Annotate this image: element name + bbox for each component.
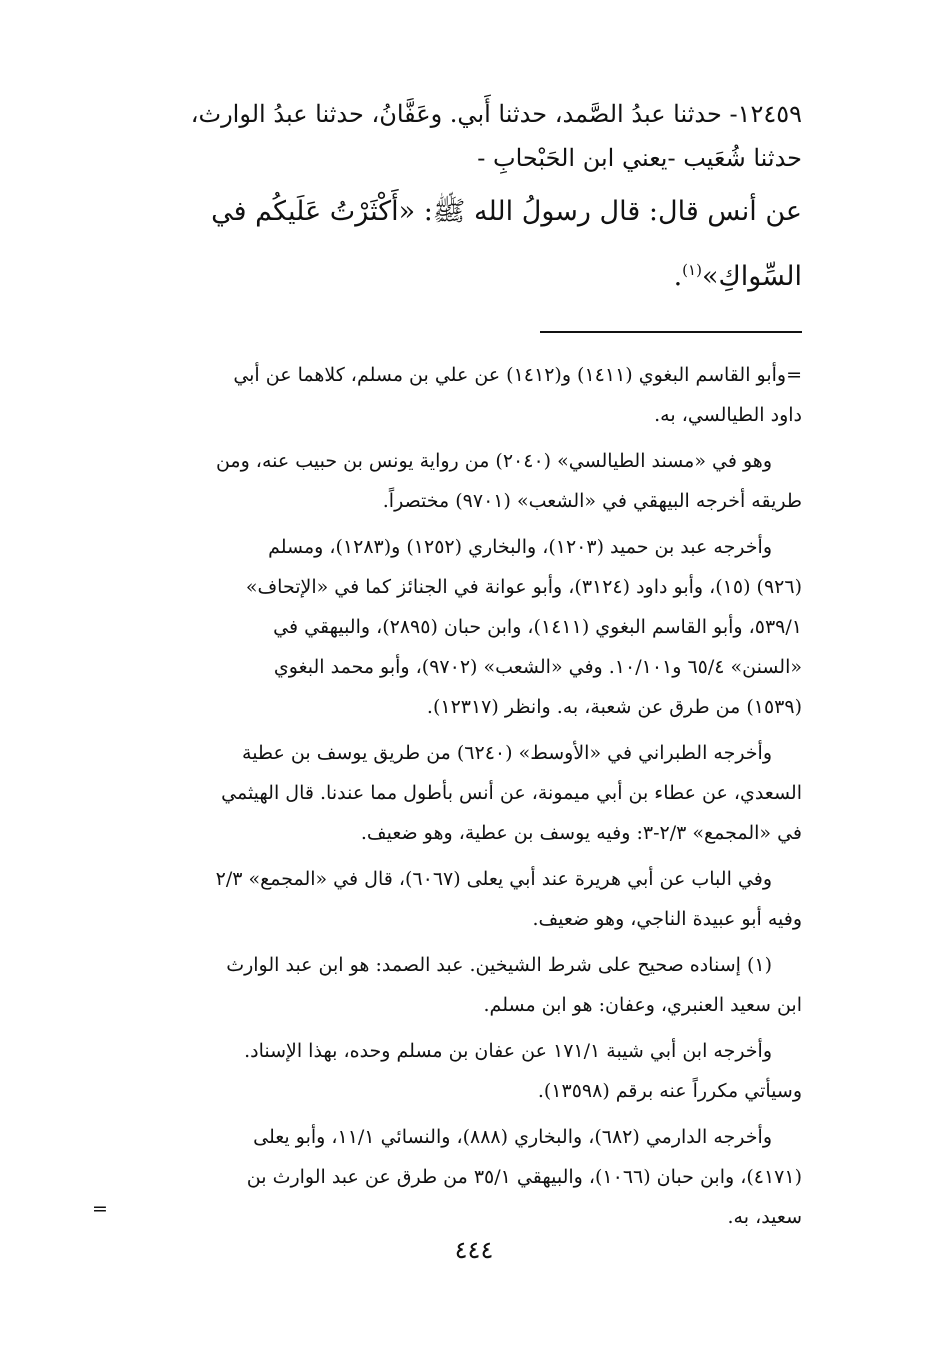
footnote-paragraph (96, 859, 802, 939)
footnote-line: السعدي، عن عطاء بن أبي ميمونة، عن أنس بأطول مما عندنا. قال الهيثمي (221, 782, 802, 804)
footnote-paragraph (96, 1117, 802, 1237)
footnote-line: (٩٢٦) (١٥)، وأبو داود (٣١٢٤)، وأبو عوانة في الجنائز كما في «الإتحاف» (245, 576, 802, 598)
footnote-line: وفي الباب عن أبي هريرة عند أبي يعلى (٦٠٦٧)، قال في «المجمع» ٢/٣ (215, 868, 772, 890)
footnote-line: داود الطيالسي، به. (654, 404, 802, 426)
hadith-matn-line-1: عن أنس قال: قال رسولُ الله ﷺ: «أَكْثَرْتُ عَلَيكُم في (211, 196, 802, 227)
footnote-line: ٥٣٩/١، وأبو القاسم البغوي (١٤١١)، وابن حبان (٢٨٩٥)، والبيهقي في (273, 616, 802, 638)
footnote-line: (١) إسناده صحيح على شرط الشيخين. عبد الصمد: هو ابن عبد الوارث (226, 954, 772, 976)
footnote-line: ابن سعيد العنبري، وعفان: هو ابن مسلم. (483, 994, 802, 1016)
footnote-paragraph (96, 1031, 802, 1111)
footnote-line: وهو في «مسند الطيالسي» (٢٠٤٠) من رواية يونس بن حبيب عنه، ومن (215, 450, 772, 472)
hadith-isnad-line-1: ١٢٤٥٩- حدثنا عبدُ الصَّمد، حدثنا أَبي. وعَفَّانُ، حدثنا عبدُ الوارث، (190, 100, 802, 128)
footnote-paragraph (96, 945, 802, 1025)
footnote-line: سعيد، به. (727, 1206, 802, 1228)
footnote-line: وأخرجه الطبراني في «الأوسط» (٦٢٤٠) من طريق يوسف بن عطية (242, 742, 772, 764)
hadith-matn-end: . (673, 261, 683, 292)
footnote-line: (٤١٧١)، وابن حبان (١٠٦٦)، والبيهقي ٣٥/١ من طرق عن عبد الوارث بن (246, 1166, 802, 1188)
footnotes (96, 355, 802, 1237)
page-body (96, 92, 802, 1243)
footnote-separator (540, 331, 802, 333)
hadith-text (96, 92, 802, 303)
hadith-matn-text: السِّواكِ» (701, 261, 802, 292)
page-number: ٤٤٤ (454, 1236, 494, 1264)
footnote-paragraph (96, 733, 802, 853)
footnote-reference: (١) (682, 261, 702, 279)
footnote-paragraph (96, 441, 802, 521)
footnote-line: وسيأتي مكرراً عنه برقم (١٣٥٩٨). (537, 1080, 802, 1102)
continuation-mark: = (92, 1198, 108, 1220)
footnote-line: طريقه أخرجه البيهقي في «الشعب» (٩٧٠١) مختصراً. (382, 490, 802, 512)
footnote-line: وأخرجه عبد بن حميد (١٢٠٣)، والبخاري (١٢٥٢) و(١٢٨٣)، ومسلم (268, 536, 772, 558)
footnote-line: «السنن» ٦٥/٤ و١٠/١٠١. وفي «الشعب» (٩٧٠٢)، وأبو محمد البغوي (273, 656, 802, 678)
footnote-paragraph (96, 527, 802, 727)
hadith-matn-line-2 (96, 244, 802, 303)
footnote-line: في «المجمع» ٢/٣-٣: وفيه يوسف بن عطية، وهو ضعيف. (360, 822, 802, 844)
footnote-line: وأخرجه ابن أبي شيبة ١٧١/١ عن عفان بن مسلم وحده، بهذا الإسناد. (244, 1040, 772, 1062)
footnote-line: وأخرجه الدارمي (٦٨٢)، والبخاري (٨٨٨)، والنسائي ١١/١، وأبو يعلى (253, 1126, 772, 1148)
footnote-paragraph (96, 355, 802, 435)
hadith-isnad-line-2: حدثنا شُعَيب -يعني ابن الحَبْحابِ - (477, 144, 802, 172)
footnote-line: =وأبو القاسم البغوي (١٤١١) و(١٤١٢) عن علي بن مسلم، كلاهما عن أبي (233, 364, 802, 386)
footnote-line: وفيه أبو عبيدة الناجي، وهو ضعيف. (532, 908, 802, 930)
footnote-line: (١٥٣٩) من طرق عن شعبة، به. وانظر (١٢٣١٧). (426, 696, 802, 718)
